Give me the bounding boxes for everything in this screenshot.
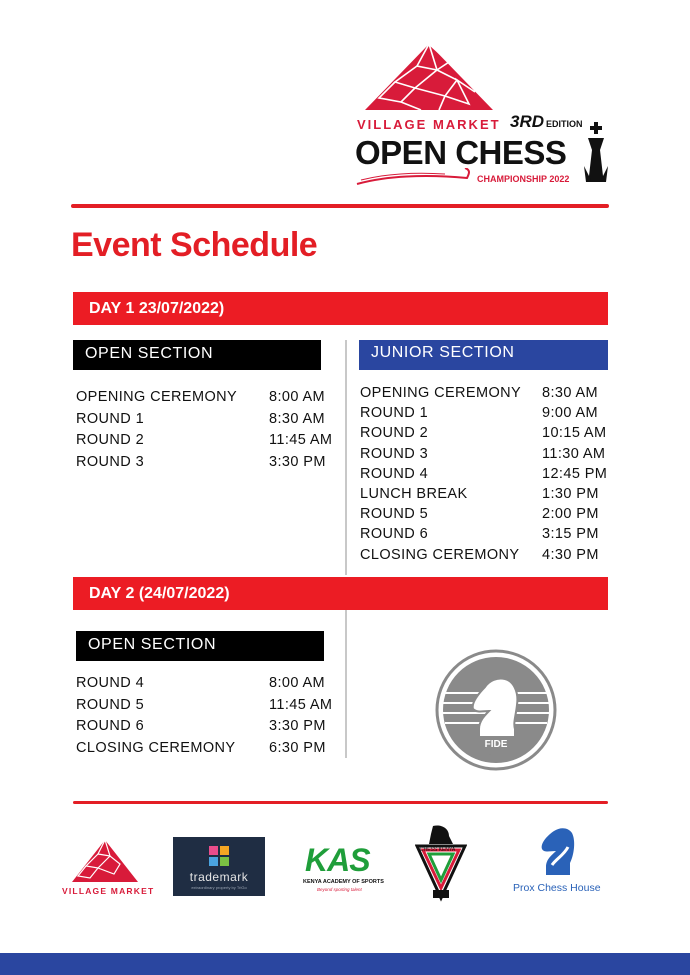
event-name: LUNCH BREAK	[360, 485, 468, 502]
event-name: ROUND 3	[360, 445, 429, 462]
schedule-row	[76, 411, 338, 433]
fide-rated-badge	[435, 649, 557, 771]
sponsor-label: VILLAGE MARKET	[62, 886, 155, 896]
footer-bar	[0, 953, 690, 975]
event-time: 11:45 AM	[269, 696, 333, 713]
event-name: ROUND 5	[76, 696, 145, 713]
event-name: ROUND 6	[360, 526, 429, 543]
event-time: 9:00 AM	[542, 405, 598, 422]
day1-open-section-heading: OPEN SECTION	[73, 340, 321, 370]
sponsor-chess-kenya	[415, 824, 467, 902]
event-name: ROUND 5	[360, 506, 429, 523]
schedule-row	[76, 454, 338, 476]
page-title: Event Schedule	[71, 226, 318, 264]
king-piece-icon	[583, 120, 609, 186]
schedule-row	[360, 526, 610, 546]
kas-logo-text: KAS	[305, 842, 370, 878]
schedule-row	[76, 718, 338, 740]
trademark-pinwheel-icon	[207, 844, 231, 868]
event-time: 3:15 PM	[542, 526, 599, 543]
event-name: OPENING CEREMONY	[360, 385, 522, 401]
day1-column-divider	[345, 340, 347, 575]
chess-kenya-emblem-icon	[415, 824, 467, 902]
event-time: 2:00 PM	[542, 506, 599, 523]
event-name: ROUND 4	[360, 465, 429, 482]
event-name: ROUND 1	[360, 405, 429, 422]
sponsor-sublabel: extraordinary property by TriGo	[191, 885, 247, 890]
event-time: 11:45 AM	[269, 432, 333, 448]
event-time: 3:30 PM	[269, 718, 326, 734]
village-market-triangle-logo	[72, 840, 138, 882]
event-name: ROUND 6	[76, 718, 145, 734]
schedule-row	[360, 385, 610, 405]
event-time: 11:30 AM	[542, 445, 606, 462]
schedule-row	[76, 389, 338, 411]
schedule-row	[360, 446, 610, 466]
event-name: ROUND 2	[76, 432, 145, 448]
event-time: 4:30 PM	[542, 546, 599, 563]
event-name: ROUND 4	[76, 675, 145, 691]
event-name: OPENING CEREMONY	[76, 389, 238, 405]
schedule-row	[76, 432, 338, 454]
event-name: ROUND 1	[76, 410, 145, 427]
day1-junior-schedule	[360, 385, 610, 567]
schedule-row	[76, 740, 338, 762]
schedule-row	[360, 547, 610, 567]
decorative-swoosh	[355, 168, 473, 188]
sponsor-trademark	[173, 837, 265, 896]
schedule-row	[360, 405, 610, 425]
event-time: 6:30 PM	[269, 739, 326, 756]
event-time: 8:30 AM	[269, 410, 325, 427]
sponsor-prox-chess-house	[510, 825, 610, 897]
schedule-row	[76, 697, 338, 719]
schedule-row	[360, 425, 610, 445]
event-time: 8:30 AM	[542, 385, 598, 401]
village-market-triangle-logo	[365, 44, 493, 110]
fide-label: FIDE	[484, 739, 508, 750]
day2-banner: DAY 2 (24/07/2022)	[73, 577, 608, 610]
day1-banner: DAY 1 23/07/2022)	[73, 292, 608, 325]
event-name: OPEN CHESS	[355, 134, 567, 171]
event-name: ROUND 3	[76, 453, 145, 470]
sponsor-label: trademark	[189, 870, 249, 884]
edition-word: EDITION	[546, 119, 583, 129]
schedule-row	[76, 675, 338, 697]
day1-open-schedule	[76, 389, 338, 475]
sponsor-tagline: Beyond sporting talent	[317, 887, 362, 892]
header-divider	[71, 204, 609, 208]
schedule-row	[360, 506, 610, 526]
event-name: ROUND 2	[360, 425, 429, 442]
edition-number: 3RD	[510, 112, 545, 131]
event-time: 8:00 AM	[269, 675, 325, 691]
day2-open-section-heading: OPEN SECTION	[76, 631, 324, 661]
day1-junior-section-heading: JUNIOR SECTION	[359, 340, 608, 370]
schedule-row	[360, 466, 610, 486]
championship-logo	[355, 42, 600, 192]
chess-kenya-label: CHESS KENYA	[420, 847, 456, 853]
knight-icon	[538, 825, 578, 877]
sponsor-kas	[303, 842, 383, 897]
schedule-row	[360, 486, 610, 506]
event-time: 3:30 PM	[269, 453, 326, 470]
sponsor-logos	[0, 820, 690, 900]
edition-label	[510, 112, 583, 132]
day2-open-schedule	[76, 675, 338, 761]
sponsor-label: Prox Chess House	[513, 882, 601, 894]
event-time: 10:15 AM	[542, 425, 607, 442]
event-time: 1:30 PM	[542, 485, 599, 502]
day2-column-divider	[345, 610, 347, 758]
event-name: CLOSING CEREMONY	[76, 739, 236, 756]
event-time: 12:45 PM	[542, 465, 608, 482]
rated-label: Rated	[480, 750, 512, 762]
footer-divider	[73, 801, 608, 804]
sponsor-label: KENYA ACADEMY OF SPORTS	[303, 879, 384, 885]
brand-line: VILLAGE MARKET	[357, 117, 501, 132]
event-subtitle: CHAMPIONSHIP 2022	[477, 174, 570, 184]
event-time: 8:00 AM	[269, 389, 325, 405]
event-name: CLOSING CEREMONY	[360, 546, 520, 563]
sponsor-village-market	[60, 840, 155, 900]
